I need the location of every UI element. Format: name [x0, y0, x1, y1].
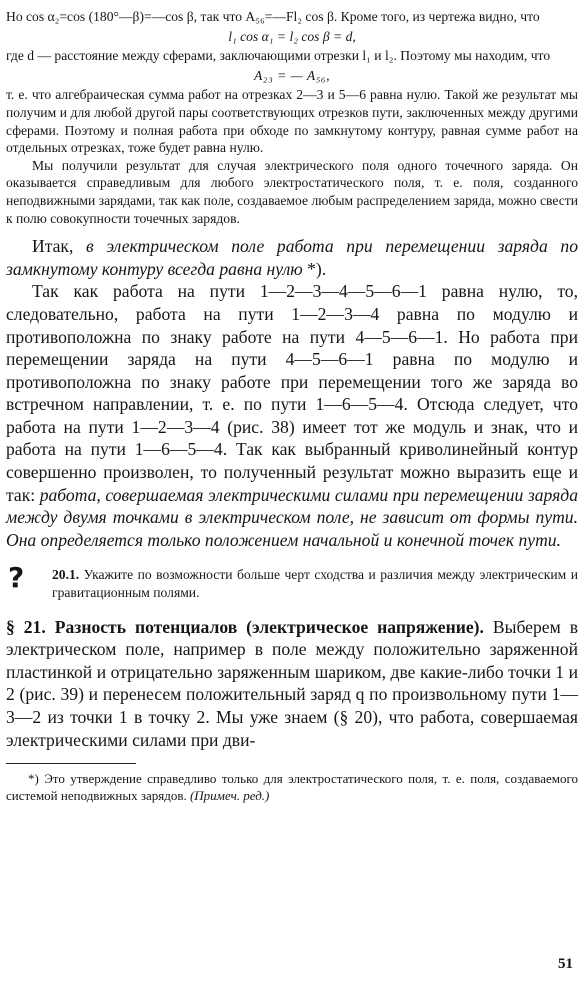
- footnote-editor-note: (Примеч. ред.): [189, 788, 270, 804]
- section-21-paragraph: [6, 616, 578, 752]
- question-block: [6, 563, 578, 601]
- formula-work: A₂₃ = — A₅₆,: [253, 67, 331, 83]
- paragraph-intro: Но cos α₂=cos (180°—β)=—cos β, так что A₅₆=—Fl₂ cos β. Кроме того, из чертежа видно, что: [6, 9, 540, 24]
- paragraph-path: [6, 280, 578, 551]
- section-21: [6, 616, 578, 752]
- conclusion-tail: *).: [302, 258, 327, 279]
- paragraph-sum: т. е. что алгебраическая сумма работ на отрезках 2—3 и 5—6 равна нулю. Такой же результат мы получим и для любой другой пары соответствующих отрезков пути, заключенных между другими сферами. Поэтому и полная работа при обходе по замкнутому контуру, равная сумме работ на отдельных отрезках, тоже будет равна нулю.: [6, 87, 578, 156]
- paragraph-point-charge: Мы получили результат для случая электрического поля одного точечного заряда. Он оказывается справедливым для любого электростатического поля, т. е. поля, созданного неподвижными зарядами, так как поле, создаваемое любым распределением заряда, можно свести к полю совокупности точечных зарядов.: [6, 157, 578, 226]
- section-21-text: Выберем в электрическом поле, например в поле между положительно заряженной пластинкой и отрицательно заряженным шариком, две какие-либо точки 1 и 2 (рис. 39) и перенесем положительный заряд q по произвольному пути 1—3—2 из точки 1 в точку 2. Мы уже знаем (§ 20), что работа, совершаемая электрическими силами при дви-: [6, 616, 578, 750]
- path-text: Так как работа на пути 1—2—3—4—5—6—1 равна нулю, то, следовательно, работа на пути 1—2—3—4 равна по модулю и противоположна по знаку работе на пути 4—5—6—1. Но работа при перемещении заряда на пути 4—5—6—1 равна по модулю и противоположна по знаку работе при перемещении того же заряда во встречном направлении, т. е. по пути 1—6—5—4. Отсюда следует, что работа на пути 1—2—3—4 (рис. 38) имеет тот же модуль и знак, что и работа на пути 1—6—5—4. Так как выбранный криволинейный контур совершенно произволен, то полученный результат можно выразить еще и так:: [6, 281, 578, 505]
- footnote: [6, 770, 578, 804]
- page-content: [6, 8, 578, 804]
- paragraph-conclusion: [6, 235, 578, 280]
- conclusion-lead: Итак,: [32, 236, 74, 257]
- formula-distance: l₁ cos α₁ = l₂ cos β = d,: [228, 28, 356, 44]
- footnote-text: *) Это утверждение справедливо только для электростатического поля, т. е. поля, создаваемого системой неподвижных зарядов.: [6, 771, 578, 804]
- conclusion-italic: в электрическом поле работа при перемещении заряда по замкнутому контуру всегда равна нулю: [6, 236, 578, 279]
- section-21-title: § 21. Разность потенциалов (электрическое напряжение).: [6, 616, 484, 637]
- question-mark-icon: ?: [8, 561, 25, 595]
- footnote-divider: [6, 763, 136, 764]
- text-block-main: [6, 235, 578, 551]
- paragraph-distance: где d — расстояние между сферами, заключающими отрезки l₁ и l₂. Поэтому мы находим, что: [6, 48, 551, 64]
- page-number: 51: [558, 956, 573, 972]
- text-block-small: [6, 8, 578, 227]
- question-number: 20.1.: [52, 567, 80, 583]
- path-italic: работа, совершаемая электрическими силами при перемещении заряда между двумя точками в электрическом поле, не зависит от формы пути. Она определяется только положением начальной и конечной точек пути.: [6, 484, 578, 550]
- question-body: Укажите по возможности больше черт сходства и различия между электрическим и гравитационным полями.: [52, 567, 578, 601]
- question-text: [52, 563, 578, 601]
